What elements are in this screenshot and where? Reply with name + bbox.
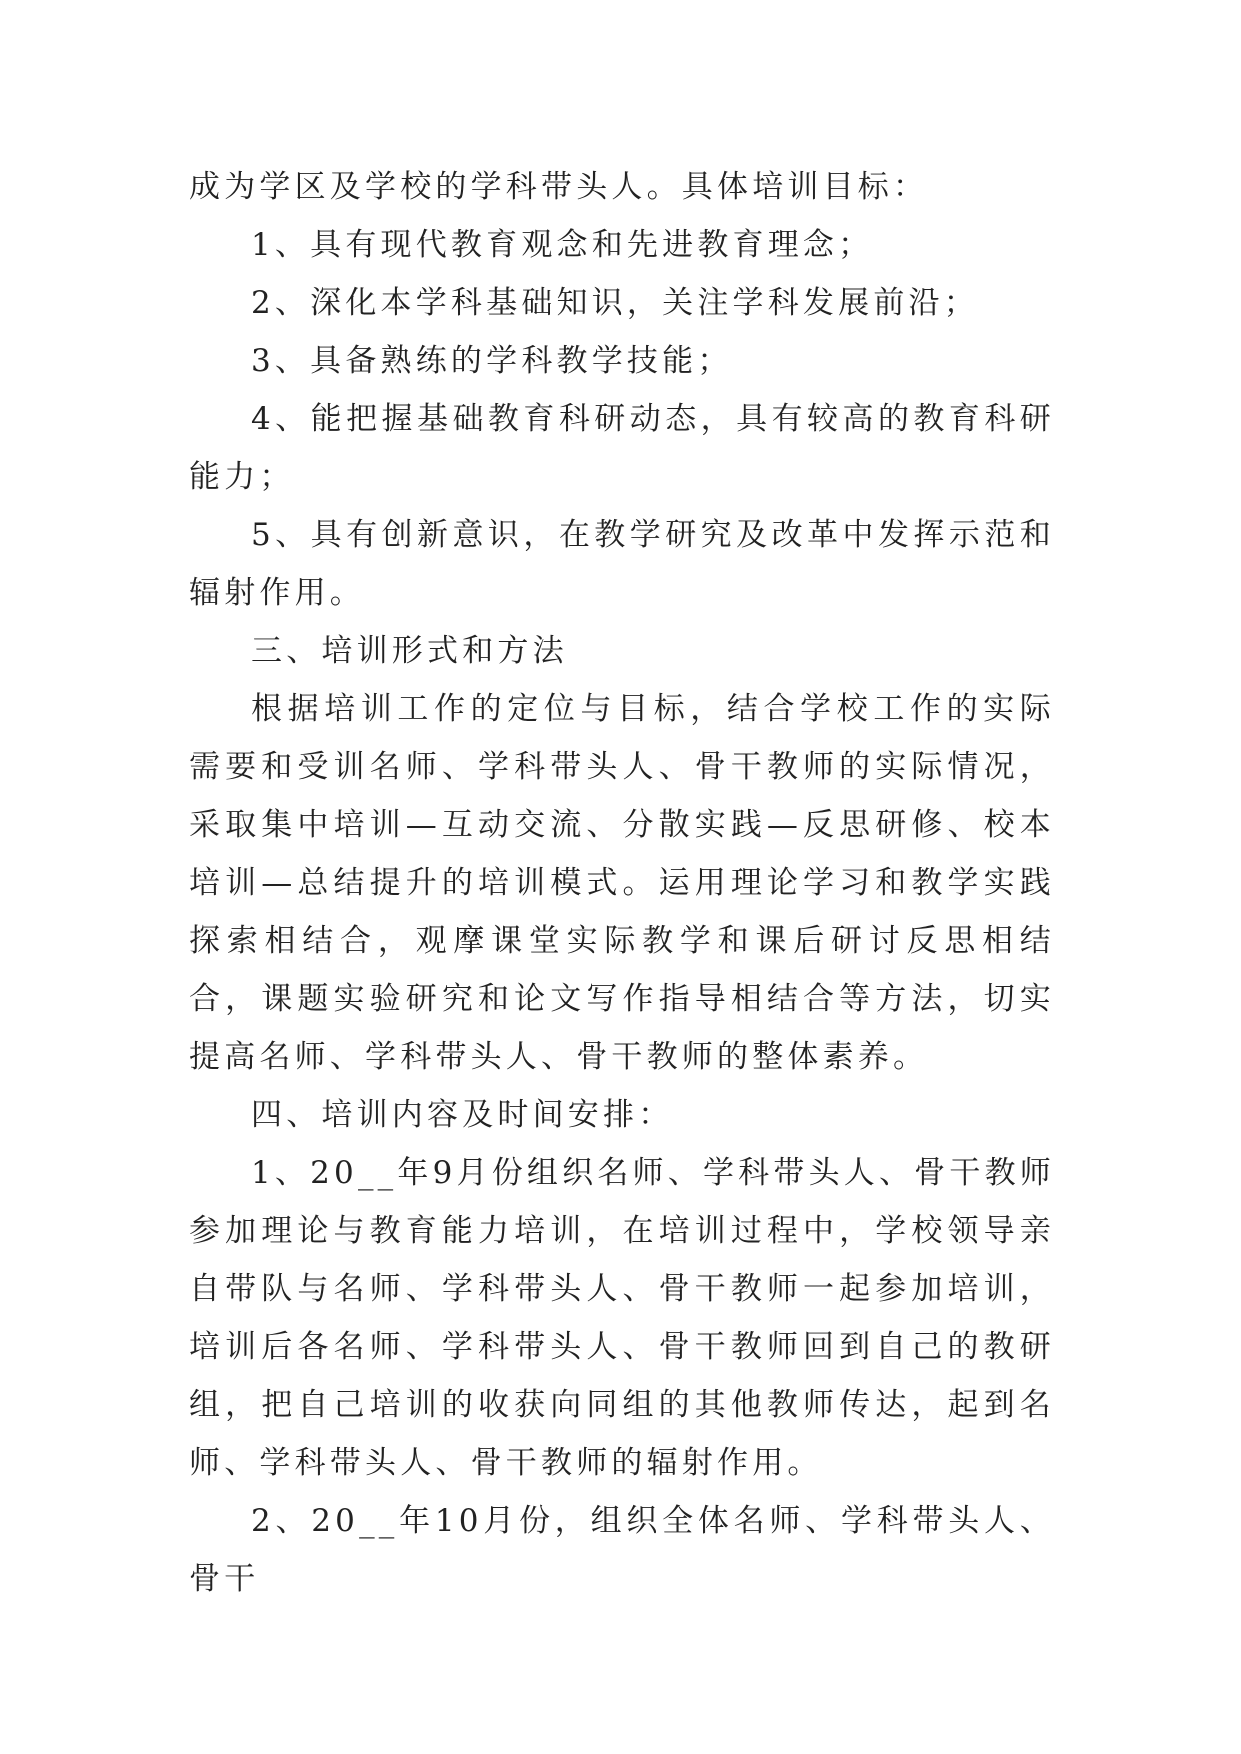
paragraph-schedule-1: 1、20__年9月份组织名师、学科带头人、骨干教师参加理论与教育能力培训，在培训过程中，学校领导亲自带队与名师、学科带头人、骨干教师一起参加培训，培训后各名师、学科带头人、骨干教师回到自己的教研组，把自己培训的收获向同组的其他教师传达，起到名师、学科带头人、骨干教师的辐射作用。	[189, 1155, 1055, 1481]
paragraph-goal-2: 2、深化本学科基础知识，关注学科发展前沿；	[251, 285, 979, 321]
paragraph-goal-4: 4、能把握基础教育科研动态，具有较高的教育科研能力；	[189, 401, 1055, 495]
section-heading-training-methods: 三、培训形式和方法	[251, 633, 568, 669]
paragraph-goal-3: 3、具备熟练的学科教学技能；	[251, 343, 733, 379]
paragraph-training-methods: 根据培训工作的定位与目标，结合学校工作的实际需要和受训名师、学科带头人、骨干教师的实际情况，采取集中培训—互动交流、分散实践—反思研修、校本培训—总结提升的培训模式。运用理论学习和教学实践探索相结合，观摩课堂实际教学和课后研讨反思相结合，课题实验研究和论文写作指导相结合等方法，切实提高名师、学科带头人、骨干教师的整体素养。	[189, 691, 1055, 1075]
paragraph-schedule-2: 2、20__年10月份，组织全体名师、学科带头人、骨干	[189, 1503, 1055, 1597]
paragraph-goal-5: 5、具有创新意识，在教学研究及改革中发挥示范和辐射作用。	[189, 517, 1055, 611]
paragraph-goal-1: 1、具有现代教育观念和先进教育理念；	[251, 227, 874, 263]
paragraph-training-goals-intro: 成为学区及学校的学科带头人。具体培训目标：	[189, 169, 929, 205]
section-heading-schedule: 四、培训内容及时间安排：	[251, 1097, 674, 1133]
document-body	[189, 158, 1055, 1608]
